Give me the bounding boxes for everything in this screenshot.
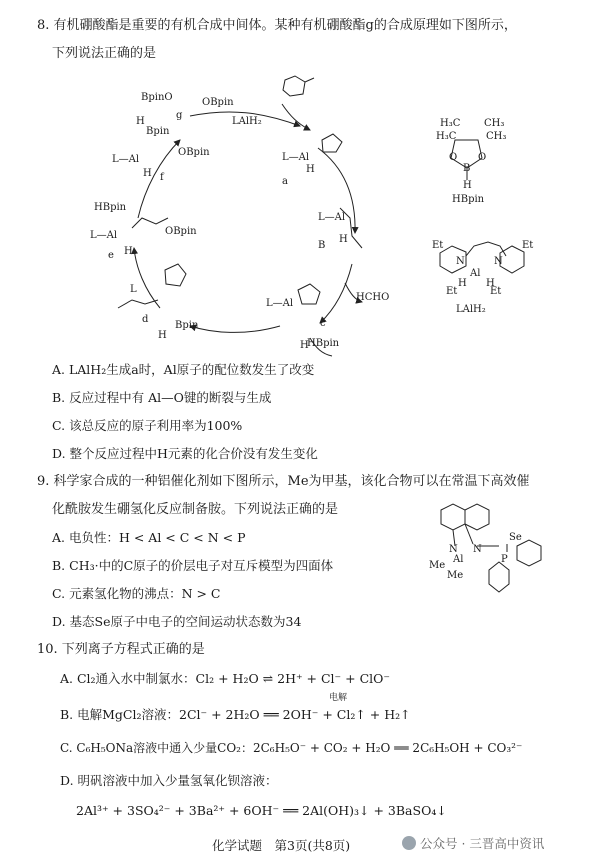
label-h-a: H — [306, 164, 315, 175]
q9-option-c[interactable]: C. 元素氢化物的沸点：N > C — [52, 586, 221, 601]
label-et-2: Et — [522, 240, 534, 251]
label-b: B — [318, 240, 326, 251]
label-me2: Me — [447, 570, 464, 581]
label-me1: Me — [429, 560, 446, 571]
label-h3c-1: H₃C — [440, 118, 461, 129]
label-h-atom: H — [463, 180, 472, 191]
label-et-3: Et — [446, 286, 458, 297]
q9-aluminum-catalyst-structure — [425, 500, 555, 610]
q8-option-b[interactable]: B. 反应过程中有 Al—O键的断裂与生成 — [52, 390, 272, 405]
label-h-e: H — [124, 246, 133, 257]
q8-option-c[interactable]: C. 该总反应的原子利用率为100% — [52, 418, 243, 433]
label-bpin-d: Bpin — [175, 320, 199, 331]
label-obpin-e: OBpin — [165, 226, 197, 237]
label-hbpin-c: HBpin — [307, 338, 340, 349]
label-c: c — [320, 318, 326, 329]
q8-stem-line1: 8. 有机硼酸酯是重要的有机合成中间体。某种有机硼酸酯g的合成原理如下图所示， — [37, 18, 517, 33]
label-h-b: H — [339, 234, 348, 245]
wechat-icon — [402, 836, 416, 850]
q8-option-d[interactable]: D. 整个反应过程中H元素的化合价没有发生变化 — [52, 446, 318, 461]
label-l-al-e: L—Al — [90, 230, 118, 241]
q10-option-d-equation: 2Al³⁺ + 3SO₄²⁻ + 3Ba²⁺ + 6OH⁻ ══ 2Al(OH)₃↓ + 3BaSO₄↓ — [76, 803, 447, 818]
label-f: f — [160, 172, 164, 183]
q10-stem: 10. 下列离子方程式正确的是 — [37, 642, 205, 657]
q8-catalytic-cycle-diagram — [0, 68, 595, 368]
label-n-1: N — [456, 256, 465, 267]
label-h-f: H — [136, 116, 145, 127]
label-hcho: HCHO — [356, 292, 390, 303]
label-p: P — [501, 554, 508, 565]
label-se: Se — [509, 532, 522, 543]
watermark-text: 公众号 · 三晋高中资讯 — [420, 836, 545, 851]
label-l-al-b: L—Al — [318, 212, 346, 223]
label-lalh2-mid: LAlH₂ — [232, 116, 262, 127]
q9-option-b[interactable]: B. CH₃·中的C原子的价层电子对互斥模型为四面体 — [52, 558, 334, 573]
label-l-al-d: L — [130, 284, 137, 295]
label-h3c-2: H₃C — [436, 131, 457, 142]
label-a: a — [282, 176, 288, 187]
q10-option-b-condition: 电解 — [329, 693, 348, 703]
label-d: d — [142, 314, 149, 325]
label-b-atom: B — [463, 163, 471, 174]
q8-stem-line2: 下列说法正确的是 — [52, 46, 157, 61]
q10-option-c[interactable]: C. C₆H₅ONa溶液中通入少量CO₂：2C₆H₅O⁻ + CO₂ + H₂O ══ 2C₆H₅OH + CO₃²⁻ — [60, 741, 523, 755]
label-o-2: O — [478, 152, 487, 163]
label-hbpin-e: HBpin — [94, 202, 127, 213]
label-obpin-f: OBpin — [178, 147, 210, 158]
label-al: Al — [453, 554, 464, 565]
label-h-c: H — [300, 340, 309, 351]
label-obpin-top: OBpin — [202, 97, 234, 108]
q10-option-a[interactable]: A. Cl₂通入水中制氯水：Cl₂ + H₂O ⇌ 2H⁺ + Cl⁻ + ClO⁻ — [60, 671, 390, 686]
q8-option-a[interactable]: A. LAlH₂生成a时，Al原子的配位数发生了改变 — [52, 362, 315, 377]
label-h-lal-1: H — [458, 278, 467, 289]
label-n1: N — [449, 544, 458, 555]
label-ch3-2: CH₃ — [486, 131, 507, 142]
label-g: g — [176, 110, 183, 121]
label-ch3-1: CH₃ — [484, 118, 505, 129]
q10-option-d[interactable]: D. 明矾溶液中加入少量氢氧化钡溶液： — [60, 773, 278, 788]
label-o-1: O — [449, 152, 458, 163]
label-l-al-c: L—Al — [266, 298, 294, 309]
q9-option-d[interactable]: D. 基态Se原子中电子的空间运动状态数为34 — [52, 614, 302, 629]
q9-stem-line1: 9. 科学家合成的一种铝催化剂如下图所示，Me为甲基，该化合物可以在常温下高效催 — [37, 474, 530, 489]
footer-page-title: 化学试题 第3页(共8页) — [212, 838, 351, 853]
q9-stem-line2: 化酰胺发生硼氢化反应制备胺。下列说法正确的是 — [52, 502, 339, 517]
label-l-al-a: L—Al — [282, 152, 310, 163]
q10-option-b[interactable]: B. 电解MgCl₂溶液：2Cl⁻ + 2H₂O ══ 2OH⁻ + Cl₂↑ + H₂↑ — [60, 707, 411, 722]
label-hbpin-name: HBpin — [452, 194, 485, 205]
label-bpino-top: BpinO — [141, 92, 173, 103]
label-bpin-f: Bpin — [146, 126, 170, 137]
label-al-center: Al — [470, 268, 481, 279]
label-h-f2: H — [143, 168, 152, 179]
label-h-d: H — [158, 330, 167, 341]
q9-option-a[interactable]: A. 电负性：H < Al < C < N < P — [52, 530, 246, 545]
label-h-lal-2: H — [486, 278, 495, 289]
label-lalh2-name: LAlH₂ — [456, 304, 486, 315]
label-l-al-f: L—Al — [112, 154, 140, 165]
label-e: e — [108, 250, 114, 261]
watermark — [402, 834, 544, 852]
label-et-4: Et — [490, 286, 502, 297]
label-n2: N — [473, 544, 482, 555]
label-et-1: Et — [432, 240, 444, 251]
label-n-2: N — [494, 256, 503, 267]
